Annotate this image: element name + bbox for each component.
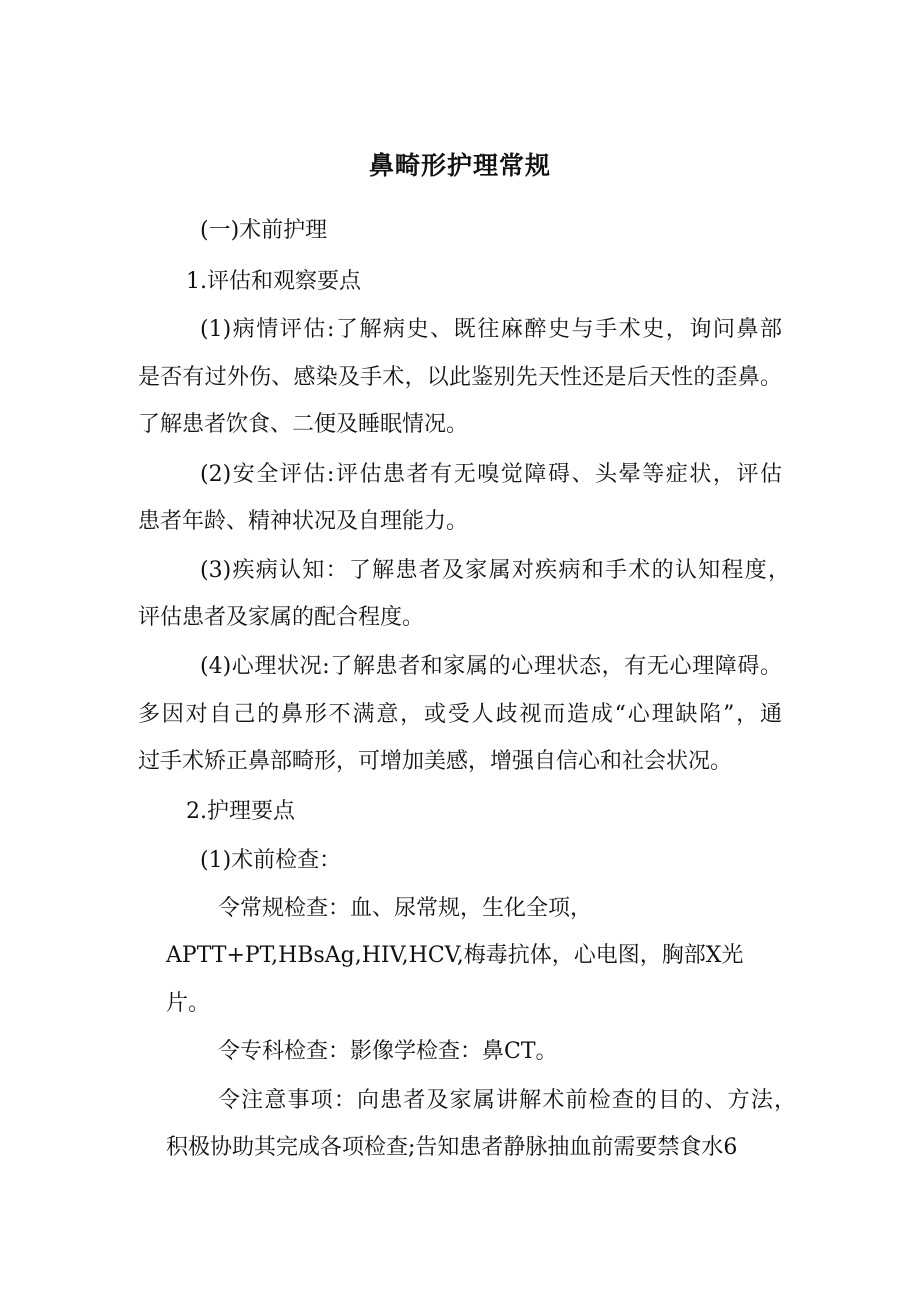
paragraph-line: 积极协助其完成各项检查;告知患者静脉抽血前需要禁食水6	[166, 1135, 738, 1160]
bullet-routine-exam: 令常规检查：血、尿常规，生化全项，	[218, 896, 593, 921]
bullet-specialist-exam: 令专科检查：影像学检查：鼻CT。	[218, 1039, 558, 1064]
paragraph-line: 过手术矫正鼻部畸形，可增加美感，增强自信心和社会状况。	[138, 749, 733, 774]
paragraph-line: 评估患者及家属的配合程度。	[138, 605, 425, 630]
paragraph-line: 患者年龄、精神状况及自理能力。	[138, 509, 469, 534]
paragraph-line: 多因对自己的鼻形不满意，或受人歧视而造成“心理缺陷”，通	[138, 702, 782, 727]
paragraph-line: (1)病情评估:了解病史、既往麻醉史与手术史，询问鼻部	[200, 317, 782, 342]
paragraph-line: (3)疾病认知：了解患者及家属对疾病和手术的认知程度，	[200, 558, 790, 583]
paragraph-line: 了解患者饮食、二便及睡眠情况。	[138, 412, 469, 437]
subheading-preop-exam: (1)术前检查：	[200, 848, 342, 873]
subheading-assessment: 1.评估和观察要点	[186, 269, 361, 294]
subheading-nursing-points: 2.护理要点	[186, 799, 295, 824]
section-heading-preoperative: (一)术前护理	[200, 218, 328, 243]
paragraph-line: (2)安全评估:评估患者有无嗅觉障碍、头晕等症状，评估	[200, 462, 782, 487]
bullet-precautions: 令注意事项：向患者及家属讲解术前检查的目的、方法，	[218, 1088, 796, 1113]
paragraph-line: (4)心理状况:了解患者和家属的心理状态，有无心理障碍。	[200, 654, 782, 679]
paragraph-line: 片。	[166, 991, 211, 1016]
paragraph-line: 是否有过外伤、感染及手术，以此鉴别先天性还是后天性的歪鼻。	[138, 365, 782, 390]
paragraph-line: APTT+PT,HBsAg,HIV,HCV,梅毒抗体，心电图，胸部X光	[166, 943, 744, 968]
page-title: 鼻畸形护理常规	[368, 151, 551, 180]
